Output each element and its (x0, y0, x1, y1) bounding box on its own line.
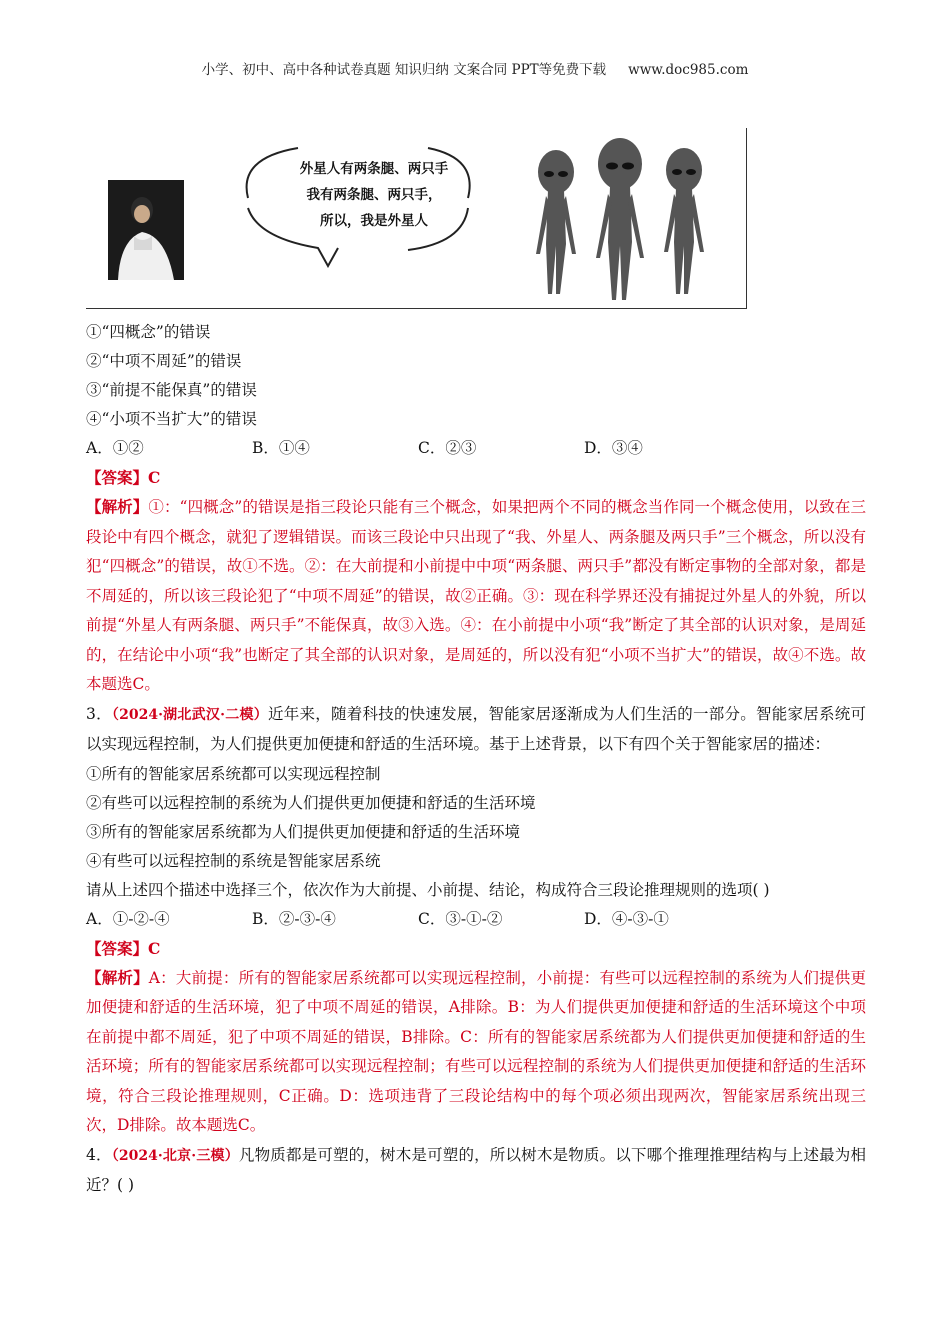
speech-text (264, 156, 484, 234)
q3-question: 请从上述四个描述中选择三个，依次作为大前提、小前提、结论，构成符合三段论推理规则的选项( ) (86, 880, 770, 899)
q2-analysis (86, 492, 866, 700)
q3-option-b[interactable]: B．②-③-④ (252, 909, 336, 928)
person-photo (108, 180, 184, 280)
q3-options (86, 905, 866, 934)
question-content (86, 318, 866, 1201)
speech-line: 我有两条腿、两只手， (306, 187, 442, 203)
q2-answer (86, 463, 866, 492)
cartoon-figure (86, 128, 747, 309)
q3-option-a[interactable]: A．①-②-④ (86, 909, 170, 928)
q3-answer (86, 934, 866, 963)
header-text: 小学、初中、高中各种试卷真题 知识归纳 文案合同 PPT等免费下载 (201, 62, 607, 78)
q2-option-c[interactable]: C．②③ (418, 439, 477, 457)
answer-label: 【答案】 (86, 938, 149, 958)
q2-statement: ④“小项不当扩大”的错误 (86, 410, 257, 428)
q3-statement: ②有些可以远程控制的系统为人们提供更加便捷和舒适的生活环境 (86, 793, 536, 812)
page-header (0, 58, 950, 78)
q3-stem (86, 700, 866, 760)
q3-analysis (86, 963, 866, 1141)
q3-statement: ①所有的智能家居系统都可以实现远程控制 (86, 764, 381, 783)
q2-option-a[interactable]: A．①② (86, 439, 144, 457)
q2-statement: ①“四概念”的错误 (86, 323, 211, 341)
q3-option-c[interactable]: C．③-①-② (418, 909, 503, 928)
speech-line: 外星人有两条腿、两只手 (299, 161, 449, 177)
q2-statement: ③“前提不能保真”的错误 (86, 381, 257, 399)
header-url[interactable]: www.doc985.com (628, 62, 749, 78)
answer-value: C (148, 468, 161, 487)
aliens-illustration (518, 134, 728, 304)
answer-value: C (148, 938, 161, 958)
q3-number: 3． (86, 704, 112, 723)
q3-stem-text: 近年来，随着科技的快速发展，智能家居逐渐成为人们生活的一部分。智能家居系统可以实现远程控制，为人们提供更加便捷和舒适的生活环境。基于上述背景，以下有四个关于智能家居的描述： (86, 704, 866, 753)
q3-statement: ④有些可以远程控制的系统是智能家居系统 (86, 851, 381, 870)
q3-statement: ③所有的智能家居系统都为人们提供更加便捷和舒适的生活环境 (86, 822, 521, 841)
analysis-text: A：大前提：所有的智能家居系统都可以实现远程控制，小前提：有些可以远程控制的系统为人们提供更加便捷和舒适的生活环境，犯了中项不周延的错误，A排除。B：为人们提供更加便捷和舒适的生活环境这个中项在前提中都不周延，犯了中项不周延的错误，B排除。C：所有的智能家居系统都为人们提供更加便捷和舒适的生活环境；所有的智能家居系统都可以实现远程控制；有些可以远程控制的系统为人们提供更加便捷和舒适的生活环境，符合三段论推理规则，C正确。D：选项违背了三段论结构中的每个项必须出现两次，智能家居系统出现三次，D排除。故本题选C。 (86, 968, 866, 1134)
q3-source: （2024·湖北武汉·二模） (111, 706, 268, 723)
q2-option-b[interactable]: B．①④ (252, 439, 310, 457)
analysis-label: 【解析】 (86, 497, 149, 516)
speech-line: 所以，我是外星人 (320, 213, 428, 229)
q4-stem (86, 1141, 866, 1201)
q4-number: 4． (86, 1145, 112, 1164)
answer-label: 【答案】 (86, 468, 149, 487)
q4-source: （2024·北京·三模） (111, 1147, 239, 1164)
analysis-text: ①：“四概念”的错误是指三段论只能有三个概念，如果把两个不同的概念当作同一个概念使用，以致在三段论中有四个概念，就犯了逻辑错误。而该三段论中只出现了“我、外星人、两条腿及两只手”三个概念，所以没有犯“四概念”的错误，故①不选。②：在大前提和小前提中中项“两条腿、两只手”都没有断定事物的全部对象，都是不周延的，所以该三段论犯了“中项不周延”的错误，故②正确。③：现在科学界还没有捕捉过外星人的外貌，所以前提“外星人有两条腿、两只手”不能保真，故③入选。④：在小前提中小项“我”断定了其全部的认识对象，是周延的，在结论中小项“我”也断定了其全部的认识对象，是周延的，所以没有犯“小项不当扩大”的错误，故④不选。故本题选C。 (86, 498, 866, 693)
q2-option-d[interactable]: D．③④ (584, 439, 643, 457)
q2-options (86, 434, 866, 463)
q2-statement: ②“中项不周延”的错误 (86, 352, 242, 370)
q3-option-d[interactable]: D．④-③-① (584, 909, 669, 928)
analysis-label: 【解析】 (86, 967, 149, 987)
q4-stem-text: 凡物质都是可塑的，树木是可塑的，所以树木是物质。以下哪个推理推理结构与上述最为相近？( ) (86, 1145, 866, 1194)
